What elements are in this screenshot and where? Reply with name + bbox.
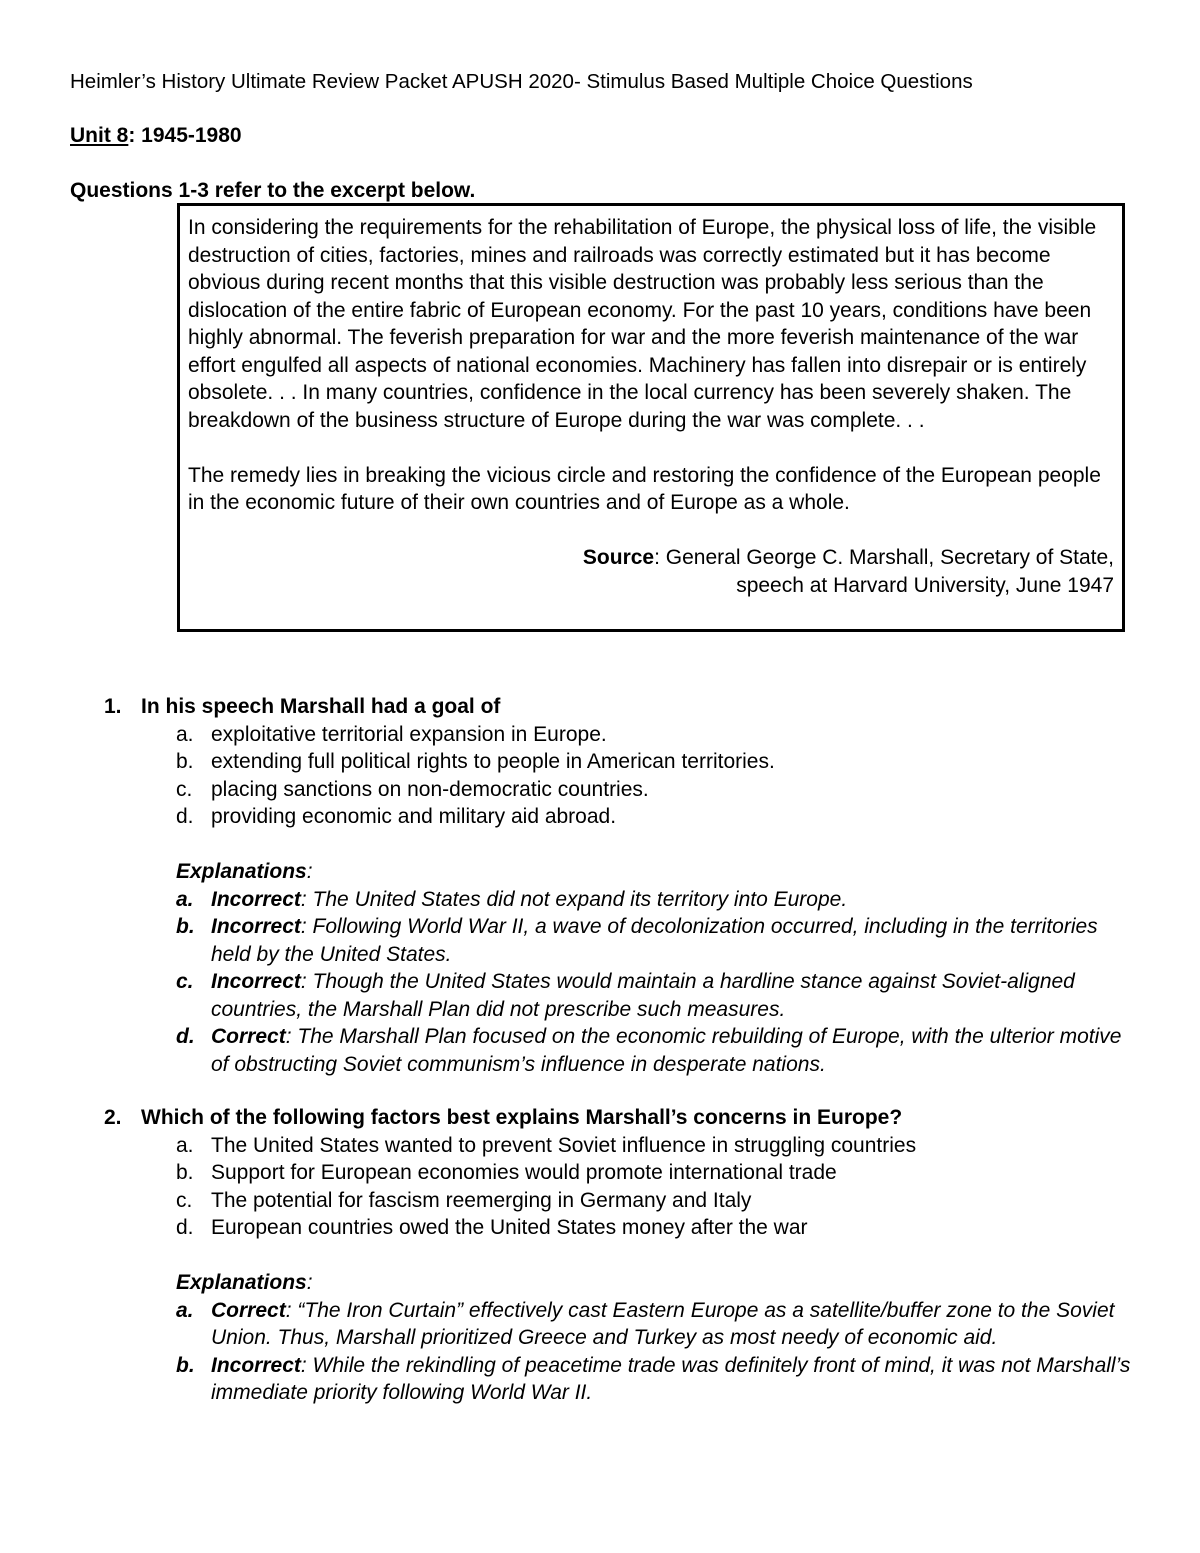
explanation-text: : The Marshall Plan focused on the economic rebuilding of Europe, with the ulterior motive of obstructing Soviet communism’s influence in desperate nations.: [211, 1025, 1122, 1076]
question-number: 2.: [104, 1106, 122, 1129]
excerpt-paragraph-1: In considering the requirements for the rehabilitation of Europe, the physical loss of life, the visible destruction of cities, factories, mines and railroads was correctly estimated but it has become obvious during recent months that this visible destruction was probably less serious than the dislocation of the entire fabric of European economy. For the past 10 years, conditions have been highly abnormal. The feverish preparation for war and the more feverish maintenance of the war effort engulfed all aspects of national economies. Machinery has fallen into disrepair or is entirely obsolete. . . In many countries, confidence in the local currency has been severely shaken. The breakdown of the business structure of Europe during the war was complete. . .: [188, 216, 1097, 432]
option-text: The potential for fascism reemerging in Germany and Italy: [211, 1188, 752, 1212]
explanations-colon: :: [306, 860, 313, 883]
explanation-item: [70, 913, 1140, 968]
option-letter: d.: [176, 1216, 194, 1239]
explanation-letter: a.: [176, 887, 194, 911]
option-letter: a.: [176, 722, 194, 746]
source-label: Source: [582, 546, 655, 569]
answer-option: [70, 1187, 1140, 1215]
explanation-text: : The United States did not expand its territory into Europe.: [300, 887, 848, 911]
answer-option: [70, 776, 1140, 804]
source-line-1: [188, 544, 1114, 572]
unit-years: : 1945-1980: [128, 124, 242, 147]
explanations-heading: [70, 858, 1140, 886]
explanation-item: [70, 1297, 1140, 1352]
option-text: The United States wanted to prevent Soviet influence in struggling countries: [211, 1133, 917, 1157]
option-letter: a.: [176, 1133, 194, 1157]
questions-prompt: Questions 1-3 refer to the excerpt below.: [70, 179, 476, 202]
question-2: [70, 1104, 1140, 1407]
answer-option: [70, 1159, 1140, 1187]
unit-label: Unit 8: [70, 124, 129, 147]
option-letter: b.: [176, 750, 194, 773]
option-text: placing sanctions on non-democratic countries.: [211, 777, 649, 801]
explanation-text: : Following World War II, a wave of decolonization occurred, including in the territories held by the United States.: [211, 915, 1098, 966]
option-text: European countries owed the United States money after the war: [211, 1216, 808, 1239]
explanation-letter: c.: [176, 970, 194, 993]
option-text: extending full political rights to people in American territories.: [211, 750, 775, 773]
explanations-label: Explanations: [176, 860, 307, 883]
explanation-text: : “The Iron Curtain” effectively cast Eastern Europe as a satellite/buffer zone to the Soviet Union. Thus, Marshall prioritized Greece and Turkey as most needy of economic aid.: [211, 1298, 1115, 1349]
explanation-verdict: Correct: [211, 1025, 286, 1048]
answer-option: [70, 748, 1140, 776]
answer-option: [70, 1132, 1140, 1160]
answer-option: [70, 803, 1140, 831]
explanation-item: [70, 1023, 1140, 1078]
explanations-colon: :: [306, 1271, 313, 1294]
explanation-letter: b.: [176, 915, 195, 938]
option-letter: c.: [176, 1188, 193, 1212]
option-letter: d.: [176, 805, 194, 828]
explanation-text: : Though the United States would maintain a hardline stance against Soviet-aligned countries, the Marshall Plan did not prescribe such measures.: [211, 970, 1075, 1021]
explanation-text: : While the rekindling of peacetime trade was definitely front of mind, it was not Marshall’s immediate priority following World War II.: [211, 1353, 1131, 1404]
answer-options: [70, 721, 1140, 831]
excerpt-source: [188, 544, 1114, 599]
option-text: exploitative territorial expansion in Europe.: [211, 722, 607, 746]
question-text: Which of the following factors best explains Marshall’s concerns in Europe?: [141, 1106, 903, 1129]
option-text: Support for European economies would promote international trade: [211, 1161, 837, 1184]
excerpt-box: [177, 203, 1125, 632]
explanation-letter: b.: [176, 1353, 195, 1377]
excerpt-paragraph-2: The remedy lies in breaking the vicious circle and restoring the confidence of the European people in the economic future of their own countries and of Europe as a whole.: [188, 463, 1101, 514]
explanations-label: Explanations: [176, 1271, 307, 1294]
explanation-item: [70, 968, 1140, 1023]
explanations-heading: [70, 1269, 1140, 1297]
document-header: Heimler’s History Ultimate Review Packet APUSH 2020- Stimulus Based Multiple Choice Questions: [70, 70, 973, 93]
answer-option: [70, 1214, 1140, 1242]
question-stem: [70, 1104, 1140, 1132]
explanation-verdict: Correct: [211, 1298, 286, 1322]
explanation-item: [70, 1352, 1140, 1407]
unit-heading: [70, 122, 242, 150]
explanation-letter: d.: [176, 1025, 195, 1048]
explanation-verdict: Incorrect: [211, 970, 301, 993]
explanation-verdict: Incorrect: [211, 887, 301, 911]
option-text: providing economic and military aid abroad.: [211, 805, 617, 828]
source-text-2: speech at Harvard University, June 1947: [736, 573, 1114, 597]
explanation-letter: a.: [176, 1298, 194, 1322]
question-text: In his speech Marshall had a goal of: [141, 695, 501, 718]
explanation-verdict: Incorrect: [211, 915, 301, 938]
question-number: 1.: [104, 695, 122, 718]
option-letter: b.: [176, 1161, 194, 1184]
explanation-verdict: Incorrect: [211, 1353, 301, 1377]
answer-options: [70, 1132, 1140, 1242]
option-letter: c.: [176, 777, 193, 801]
source-text-1: : General George C. Marshall, Secretary of State,: [654, 546, 1114, 569]
answer-option: [70, 721, 1140, 749]
question-1: [70, 693, 1140, 1078]
explanation-item: [70, 886, 1140, 914]
question-stem: [70, 693, 1140, 721]
